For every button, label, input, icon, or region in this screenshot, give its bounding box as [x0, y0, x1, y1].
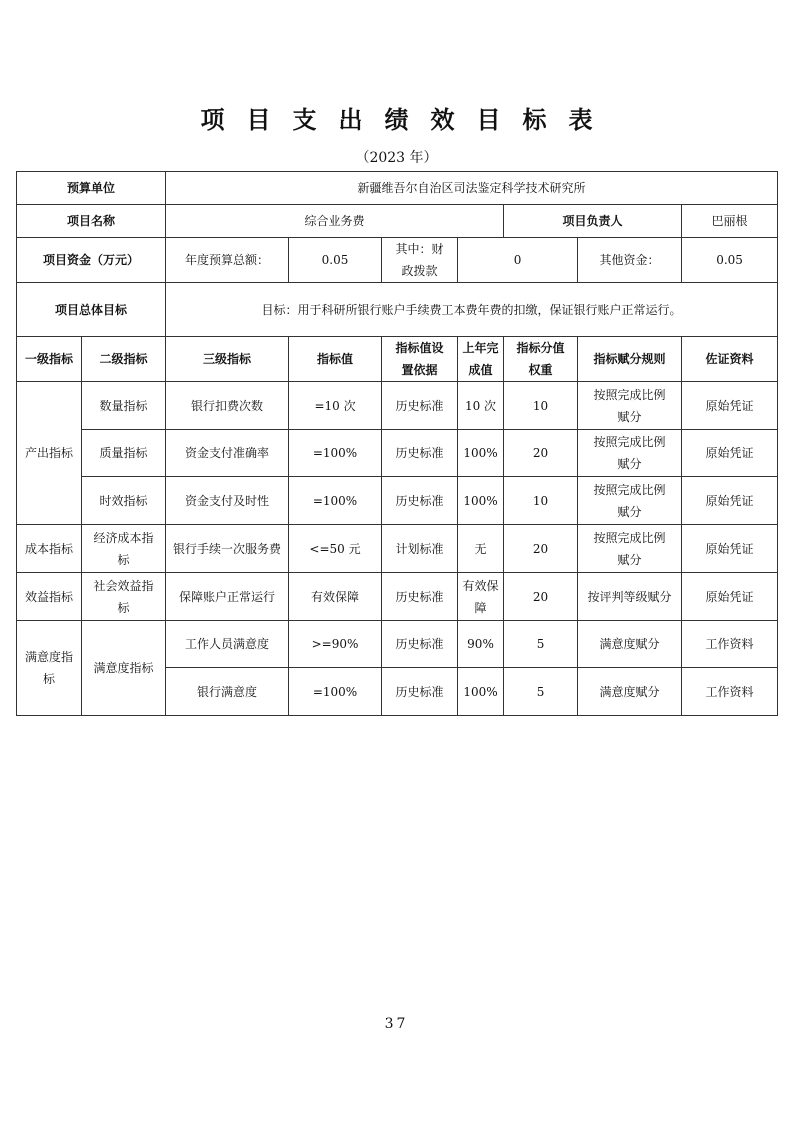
- weight-cell: 5: [504, 668, 578, 716]
- level3-cell: 资金支付准确率: [166, 430, 289, 477]
- level3-cell: 保障账户正常运行: [166, 573, 289, 621]
- level2-quantity: 数量指标: [82, 382, 166, 430]
- page-number: 37: [384, 1016, 409, 1032]
- basis-cell: 历史标准: [382, 477, 458, 525]
- level2-timeliness: 时效指标: [82, 477, 166, 525]
- level3-cell: 工作人员满意度: [166, 621, 289, 668]
- header-last-year: 上年完成值: [458, 337, 504, 382]
- budget-unit-row: [17, 172, 778, 205]
- performance-table: [16, 171, 778, 716]
- level2-quality: 质量指标: [82, 430, 166, 477]
- level2-social-benefit: 社会效益指标: [82, 573, 166, 621]
- level1-output: 产出指标: [17, 382, 82, 525]
- basis-cell: 历史标准: [382, 621, 458, 668]
- table-row: [17, 382, 778, 430]
- weight-cell: 20: [504, 430, 578, 477]
- annual-budget-value: 0.05: [289, 238, 382, 283]
- last-year-cell: 90%: [458, 621, 504, 668]
- value-cell: <=50 元: [289, 525, 382, 573]
- goal-value: 目标：用于科研所银行账户手续费工本费年费的扣缴，保证银行账户正常运行。: [166, 283, 778, 337]
- header-rule: 指标赋分规则: [578, 337, 682, 382]
- project-name-value: 综合业务费: [166, 205, 504, 238]
- level3-cell: 银行扣费次数: [166, 382, 289, 430]
- basis-cell: 历史标准: [382, 573, 458, 621]
- rule-cell: 按评判等级赋分: [578, 573, 682, 621]
- annual-budget-label: 年度预算总额：: [166, 238, 289, 283]
- evidence-cell: 原始凭证: [682, 573, 778, 621]
- level3-cell: 银行满意度: [166, 668, 289, 716]
- header-level1: 一级指标: [17, 337, 82, 382]
- goal-row: [17, 283, 778, 337]
- last-year-cell: 100%: [458, 477, 504, 525]
- header-evidence: 佐证资料: [682, 337, 778, 382]
- value-cell: 有效保障: [289, 573, 382, 621]
- last-year-cell: 有效保障: [458, 573, 504, 621]
- funds-label: 项目资金（万元）: [17, 238, 166, 283]
- fiscal-label: 其中：财政拨款: [382, 238, 458, 283]
- other-funds-label: 其他资金：: [578, 238, 682, 283]
- table-row: [17, 430, 778, 477]
- evidence-cell: 原始凭证: [682, 477, 778, 525]
- value-cell: =100%: [289, 668, 382, 716]
- funds-row: [17, 238, 778, 283]
- basis-cell: 历史标准: [382, 668, 458, 716]
- rule-cell: 按照完成比例赋分: [578, 525, 682, 573]
- evidence-cell: 工作资料: [682, 668, 778, 716]
- rule-cell: 按照完成比例赋分: [578, 477, 682, 525]
- project-name-row: [17, 205, 778, 238]
- header-level2: 二级指标: [82, 337, 166, 382]
- level1-benefit: 效益指标: [17, 573, 82, 621]
- basis-cell: 历史标准: [382, 430, 458, 477]
- rule-cell: 满意度赋分: [578, 668, 682, 716]
- budget-unit-value: 新疆维吾尔自治区司法鉴定科学技术研究所: [166, 172, 778, 205]
- value-cell: >=90%: [289, 621, 382, 668]
- level1-cost: 成本指标: [17, 525, 82, 573]
- project-leader-value: 巴丽根: [682, 205, 778, 238]
- evidence-cell: 原始凭证: [682, 525, 778, 573]
- weight-cell: 5: [504, 621, 578, 668]
- table-row: [17, 573, 778, 621]
- page-title: 项目支出绩效目标表: [200, 106, 615, 134]
- year-label: （2023 年）: [355, 150, 438, 166]
- evidence-cell: 工作资料: [682, 621, 778, 668]
- table-row: [17, 477, 778, 525]
- rule-cell: 按照完成比例赋分: [578, 430, 682, 477]
- basis-cell: 历史标准: [382, 382, 458, 430]
- rule-cell: 满意度赋分: [578, 621, 682, 668]
- table-row: [17, 525, 778, 573]
- level3-cell: 资金支付及时性: [166, 477, 289, 525]
- last-year-cell: 100%: [458, 430, 504, 477]
- other-funds-value: 0.05: [682, 238, 778, 283]
- evidence-cell: 原始凭证: [682, 382, 778, 430]
- evidence-cell: 原始凭证: [682, 430, 778, 477]
- goal-label: 项目总体目标: [17, 283, 166, 337]
- rule-cell: 按照完成比例赋分: [578, 382, 682, 430]
- value-cell: =100%: [289, 430, 382, 477]
- basis-cell: 计划标准: [382, 525, 458, 573]
- weight-cell: 20: [504, 573, 578, 621]
- header-row: [17, 337, 778, 382]
- last-year-cell: 100%: [458, 668, 504, 716]
- header-weight: 指标分值权重: [504, 337, 578, 382]
- last-year-cell: 10 次: [458, 382, 504, 430]
- header-basis: 指标值设置依据: [382, 337, 458, 382]
- weight-cell: 10: [504, 382, 578, 430]
- header-value: 指标值: [289, 337, 382, 382]
- fiscal-value: 0: [458, 238, 578, 283]
- project-name-label: 项目名称: [17, 205, 166, 238]
- table-row: [17, 621, 778, 668]
- project-leader-label: 项目负责人: [504, 205, 682, 238]
- level2-satisfaction: 满意度指标: [82, 621, 166, 716]
- weight-cell: 10: [504, 477, 578, 525]
- header-level3: 三级指标: [166, 337, 289, 382]
- level1-satisfaction: 满意度指标: [17, 621, 82, 716]
- level2-economic-cost: 经济成本指标: [82, 525, 166, 573]
- value-cell: =10 次: [289, 382, 382, 430]
- level3-cell: 银行手续一次服务费: [166, 525, 289, 573]
- last-year-cell: 无: [458, 525, 504, 573]
- budget-unit-label: 预算单位: [17, 172, 166, 205]
- weight-cell: 20: [504, 525, 578, 573]
- value-cell: =100%: [289, 477, 382, 525]
